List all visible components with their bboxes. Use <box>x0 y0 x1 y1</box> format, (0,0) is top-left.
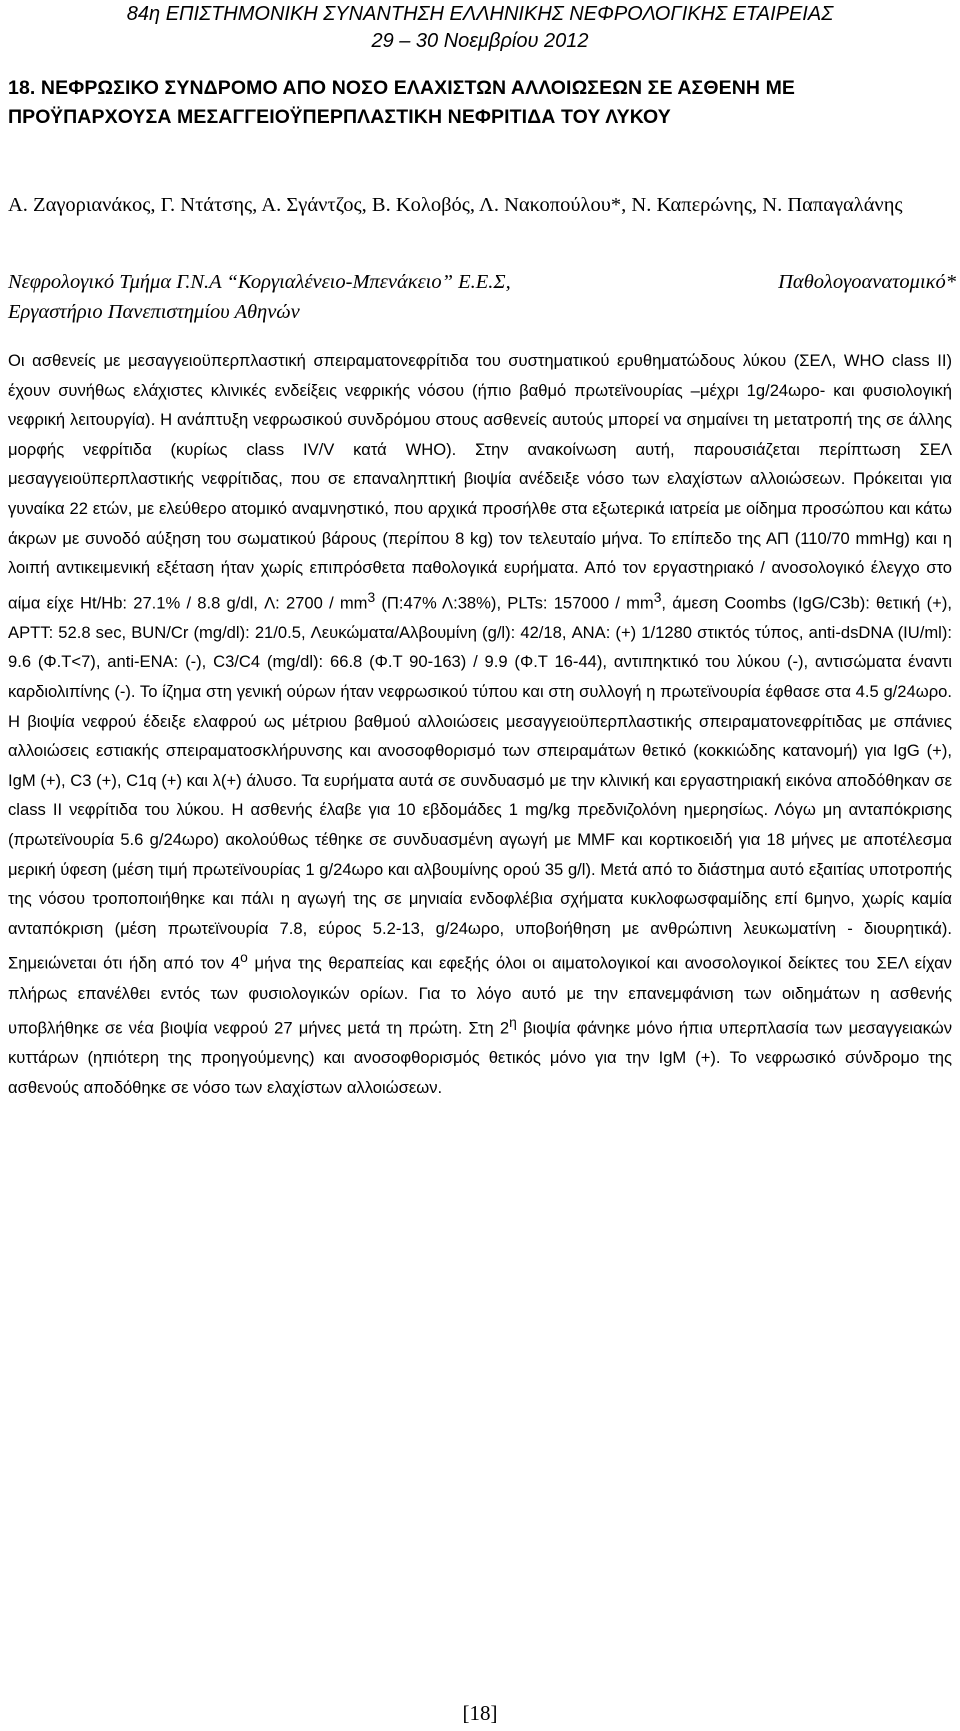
abstract-authors: Α. Ζαγοριανάκος, Γ. Ντάτσης, Α. Σγάντζος, Β. Κολοβός, Λ. Νακοπούλου*, Ν. Καπερώνης, Ν. Παπαγαλάνης <box>8 194 903 216</box>
abstract-body <box>8 346 952 1102</box>
affiliation-department: Νεφρολογικό Τμήμα Γ.Ν.Α “Κοργιαλένειο-Μπενάκειο” Ε.Ε.Σ, <box>8 271 511 293</box>
abstract-affiliation <box>8 267 956 327</box>
conference-dates: 29 – 30 Νοεμβρίου 2012 <box>371 30 589 52</box>
affiliation-pathology: Παθολογοανατομικό* <box>778 271 956 293</box>
body-segment-5: βιοψία φάνηκε μόνο ήπια υπερπλασία των μεσαγγειακών κυττάρων (ηπιότερη της προηγούμενης) και ανοσοφθορισμός θετικός μόνο για την IgM (+). Το νεφρωσικό σύνδρομο της ασθενούς αποδόθηκε σε νόσο των ελαχίστων αλλοιώσεων. <box>8 1018 953 1097</box>
conference-title: 84η ΕΠΙΣΤΗΜΟΝΙΚΗ ΣΥΝΑΝΤΗΣΗ ΕΛΛΗΝΙΚΗΣ ΝΕΦΡΟΛΟΓΙΚΗΣ ΕΤΑΙΡΕΙΑΣ <box>126 3 834 25</box>
superscript-2: 3 <box>653 588 662 605</box>
abstract-paragraph <box>8 346 952 1102</box>
body-segment-3: , άμεση Coombs (IgG/C3b): θετική (+), APTT: 52.8 sec, BUN/Cr (mg/dl): 21/0.5, Λευκώματα/Αλβουμίνη (g/l): 42/18, ANA: (+) 1/1280 στικτός τύπος, anti-dsDNA (IU/ml): 9.6 (Φ.Τ<7), anti-ENA: (-), C3/C4 (mg/dl): 66.8 (Φ.Τ 90-163) / 9.9 (Φ.Τ 16-44), αντιπηκτικό του λύκου (-), αντισώματα έναντι καρδιολιπίνης (-). Το ίζημα στη γενική ούρων ήταν νεφρωσικού τύπου και στη συλλογή η πρωτεϊνουρία έφθασε στα 4.5 g/24ωρο. Η βιοψία νεφρού έδειξε ελαφρού ως μέτριου βαθμού αλλοιώσεις μεσαγγειοϋπερπλαστικής σπειραματονεφρίτιδας με σπάνιες αλλοιώσεις εστιακής σπειραματοσκλήρυνσης και ανοσοφθορισμό των σπειραμάτων θετικό (κοκκιώδης κατανομή) για IgG (+), IgM (+), C3 (+), C1q (+) και λ(+) άλυσο. Τα ευρήματα αυτά σε συνδυασμό με την κλινική και εργαστηριακή εικόνα αποδόθηκαν σε class II νεφρίτιδα του λύκου. Η ασθενής έλαβε για 10 εβδομάδες 1 mg/kg πρεδνιζολόνη ημερησίως. Λόγω μη ανταπόκρισης (πρωτεϊνουρία 5.6 g/24ωρο) ακολούθως τέθηκε σε συνδυασμένη αγωγή με MMF και κορτικοειδή για 18 μήνες με αποτέλεσμα μερική ύφεση (μέση τιμή πρωτεϊνουρίας 1 g/24ωρο και αλβουμίνης ορού 35 g/l). Μετά από το διάστημα αυτό εξαιτίας υποτροπής της νόσου τροποποιήθηκε και πάλι η αγωγή της σε μηνιαία ενδοφλέβια σχήματα κυκλοφωσφαμίδης επί 6μηνο, χωρίς καμία ανταπόκριση (μέση πρωτεϊνουρία 7.8, εύρος 5.2-13, g/24ωρο, υποβοήθηση με ανθρώπινη λευκωματίνη - διουρητικά). Σημειώνεται ότι ήδη από τον 4 <box>8 593 952 973</box>
body-segment-1: Οι ασθενείς με μεσαγγειοϋπερπλαστική σπειραματονεφρίτιδα του συστηματικού ερυθηματώδους λύκου (ΣΕΛ, WHO class II) έχουν συνήθως ελάχιστες κλινικές ενδείξεις νεφρικής νόσου (ήπιο βαθμό πρωτεϊνουρίας –μέχρι 1g/24ωρο- και φυσιολογική νεφρική λειτουργία). Η ανάπτυξη νεφρωσικού συνδρόμου στους ασθενείς αυτούς μπορεί να σημαίνει τη μετατροπή της σε άλλης μορφής νεφρίτιδα (κυρίως class IV/V κατά WHO). Στην ανακοίνωση αυτή, παρουσιάζεται περίπτωση ΣΕΛ μεσαγγειοϋπερπλαστικής νεφρίτιδας, που σε επαναληπτική βιοψία ανέδειξε νόσο των ελαχίστων αλλοιώσεων. Πρόκειται για γυναίκα 22 ετών, με ελεύθερο ατομικό αναμνηστικό, που αρχικά προσήλθε στα εξωτερικά ιατρεία με οίδημα προσώπου και κάτω άκρων με συνοδό αύξηση του σωματικού βάρους (περίπου 8 kg) τον τελευταίο μήνα. Το επίπεδο της ΑΠ (110/70 mmHg) και η λοιπή αντικειμενική εξέταση ήταν χωρίς επιπρόσθετα παθολογικά ευρήματα. Από τον εργαστηριακό / ανοσολογικό έλεγχο στο αίμα είχε Ht/Hb: 27.1% / 8.8 g/dl, Λ: 2700 / mm <box>8 351 952 613</box>
superscript-3: ο <box>240 949 248 966</box>
body-segment-4: μήνα της θεραπείας και εφεξής όλοι οι αιματολογικοί και ανοσολογικοί δείκτες του ΣΕΛ είχαν πλήρως επανέλθει εντός των φυσιολογικών ορίων. Για το λόγο αυτό με την επανεμφάνιση των οιδημάτων η ασθενής υποβλήθηκε σε νέα βιοψία νεφρού 27 μήνες μετά τη πρώτη. Στη 2 <box>8 953 952 1038</box>
body-segment-2: (Π:47% Λ:38%), PLTs: 157000 / mm <box>375 593 654 613</box>
conference-header <box>0 0 960 55</box>
affiliation-university: Εργαστήριο Πανεπιστημίου Αθηνών <box>8 301 300 323</box>
page-number: [18] <box>462 1701 498 1725</box>
superscript-1: 3 <box>367 588 376 605</box>
abstract-title: 18. ΝΕΦΡΩΣΙΚΟ ΣΥΝΔΡΟΜΟ ΑΠΟ ΝΟΣΟ ΕΛΑΧΙΣΤΩΝ ΑΛΛΟΙΩΣΕΩΝ ΣΕ ΑΣΘΕΝΗ ΜΕ ΠΡΟΫΠΑΡΧΟΥΣΑ ΜΕΣΑΓΓΕΙΟΫΠΕΡΠΛΑΣΤΙΚΗ ΝΕΦΡΙΤΙΔΑ ΤΟΥ ΛΥΚΟΥ <box>8 77 796 128</box>
superscript-4: η <box>509 1014 517 1031</box>
